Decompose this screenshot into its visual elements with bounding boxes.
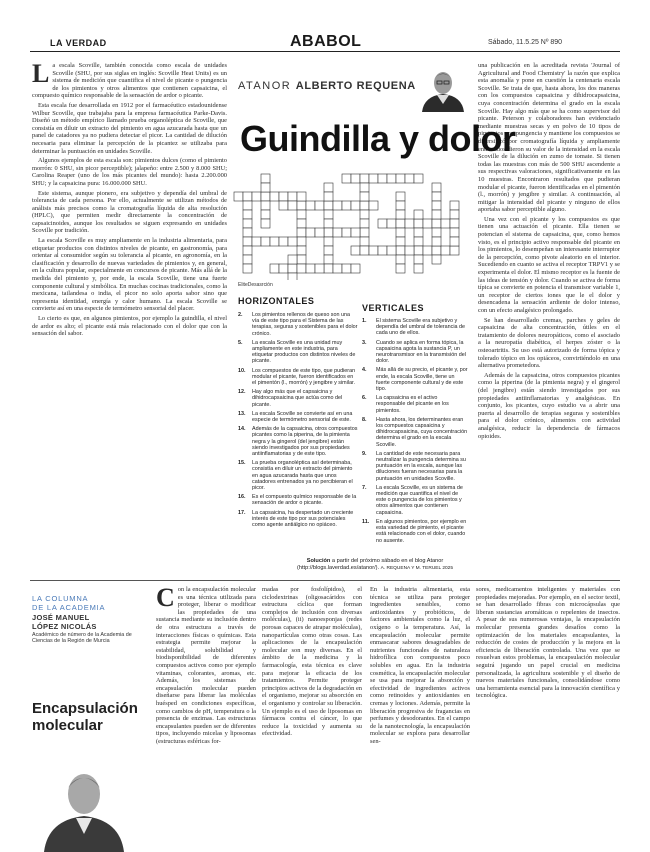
grid-cell [324, 192, 333, 201]
grid-cell [261, 201, 270, 210]
academia-author: JOSÉ MANUEL LÓPEZ NICOLÁS [32, 613, 97, 631]
clue-item [362, 318, 468, 337]
clue-item [238, 494, 358, 506]
grid-cell [261, 210, 270, 219]
grid-cell [351, 264, 360, 273]
grid-cell [405, 219, 414, 228]
grid-cell [315, 201, 324, 210]
grid-cell [369, 201, 378, 210]
grid-cell [324, 219, 333, 228]
grid-cell [414, 237, 423, 246]
article-paragraph: Además de la capsaicina, otros compuestos picantes como la piperina (de la pimienta negra) y el gingerol (del jengibre) están siendo investigados por sus propiedades antiinflamatorias y analgésicas. En conjunto, los picantes, cuyo estudio va a abrir una puerta al desarrollo de terapias seguras y sostenibles para el dolor crónico, alimentos con actividad analgésica, reducir la dependencia de fármacos opioides. [478, 371, 620, 440]
clue-item [238, 368, 358, 387]
clue-number: 8. [362, 416, 367, 423]
clue-text: La escala Scoville se convierte así en una especie de termómetro sensorial de este. [252, 410, 353, 424]
clue-number: 11. [362, 518, 370, 525]
grid-cell [396, 219, 405, 228]
clue-item [362, 395, 468, 414]
academia-paragraph: Con la encapsulación molecular es una técnica utilizada para proteger, liberar o modificar las propiedades de una sustancia mediante su inclusión dentro de otra estructura a través de interacciones físicas o químicas. Esta estrategia permite mejorar la estabilidad, solubilidad y biodisponibilidad de diferentes compuestos activos como por ejemplo vitaminas, colorantes, aromas, etc. Además, los sistemas de encapsulación molecular pueden diseñarse para liberar las moléculas huésped en condiciones específicas, como cambios de pH, temperatura o la presencia de enzimas. Las estructuras encapsulantes pueden ser de diferentes tipos, incluyendo micelas y liposomas (estructuras esféricas for- [156, 586, 256, 745]
article-paragraph: Se han desarrollado cremas, parches y geles de capsaicina de alta concentración, útiles en el tratamiento de dolores neuropáticos, como el asociado a la neuropatía diabética, el herpes zóster o la osteoartritis. Su uso está autorizado de forma tópica y tolerado tópico en los opiáceos, convirtiéndolo en una alternativa prometedora. [478, 316, 620, 370]
clue-item [238, 389, 358, 408]
grid-cell [288, 237, 297, 246]
horizontales-title: HORIZONTALES [238, 296, 315, 306]
grid-cell [432, 192, 441, 201]
grid-credit: EliteDesasrción [238, 282, 273, 288]
grid-cell [315, 264, 324, 273]
grid-cell [297, 210, 306, 219]
clue-item [238, 312, 358, 337]
grid-cell [297, 228, 306, 237]
academia-paragraph: En la industria alimentaria, esta técnica se utiliza para proteger ingredientes sensibles, como antioxidantes y probióticos, de factores ambientales como la luz, el oxígeno o la temperatura. Así, la encapsulación molecular permite enmascarar sabores desagradables de nutrientes funcionales de naturaleza hidrofílica con compuestos poco solubles en agua. En la industria cosmética, la encapsulación molecular se usa para mejorar la absorción y efectividad de ingredientes activos como retinoides y antioxidantes en cremas y lociones. Además, permite la liberación progresiva de fragancias en perfumes y desodorantes. En el campo de la nanotecnología, la encapsulación molecular se explora para desarrollar sen- [370, 586, 470, 745]
article-headline: Guindilla y dolor [240, 118, 516, 159]
article-paragraph: Lo cierto es que, en algunos pimientos, por ejemplo la guindilla, el nivel de ardor es alto; el picante está más relacionado con el dolor que con la sensación del sabor. [32, 315, 227, 338]
grid-cell [279, 192, 288, 201]
section-divider [30, 580, 620, 581]
clue-number: 1. [362, 318, 367, 324]
clue-text: La cantidad de este necesaria para neutralizar la pungencia determina su puntuación en la escala, aunque las diluciones fueran necesarias para la puntuación en unidades Scoville. [376, 450, 466, 482]
grid-cell [297, 192, 306, 201]
grid-cell [450, 228, 459, 237]
grid-cell [243, 246, 252, 255]
grid-cell [279, 237, 288, 246]
clue-number: 15. [238, 460, 246, 467]
grid-cell [414, 246, 423, 255]
grid-cell [333, 264, 342, 273]
issue-date: Sábado, 11.5.25 Nº 890 [488, 39, 563, 46]
grid-cell [405, 246, 414, 255]
academia-col-3 [370, 586, 470, 848]
grid-cell [306, 264, 315, 273]
grid-cell [396, 210, 405, 219]
horizontales-list [238, 312, 358, 531]
grid-cell [360, 210, 369, 219]
grid-cell [450, 210, 459, 219]
grid-cell [396, 228, 405, 237]
grid-cell [270, 237, 279, 246]
article-paragraph: Este sistema, aunque pionero, era subjetivo y dependía del umbral de tolerancia de cada persona. Por ello, actualmente se utilizan métodos de análisis más precisos como la cromatografía líquida de alta resolución (HPLC), que permiten medir directamente la concentración de capsaicinoides, aunque los resultados se siguen expresando en unidades Scoville por tradición. [32, 189, 227, 235]
grid-cell [342, 201, 351, 210]
crossword-grid [232, 172, 460, 280]
dropcap: L [32, 62, 50, 88]
grid-cell [342, 228, 351, 237]
clue-text: El sistema Scoville era subjetivo y dependía del umbral de tolerancia de cada uno de ellos. [376, 318, 466, 337]
grid-cell [360, 201, 369, 210]
grid-cell [387, 219, 396, 228]
grid-cell [243, 201, 252, 210]
grid-cell [243, 219, 252, 228]
newspaper-name: LA VERDAD [50, 38, 107, 48]
grid-cell [297, 219, 306, 228]
clue-number: 3. [362, 339, 367, 346]
academia-author-portrait [32, 748, 136, 852]
grid-cell [450, 246, 459, 255]
grid-cell [432, 183, 441, 192]
grid-cell [396, 237, 405, 246]
grid-cell [324, 201, 333, 210]
grid-cell [243, 192, 252, 201]
grid-cell [369, 174, 378, 183]
grid-cell [324, 228, 333, 237]
grid-cell [414, 228, 423, 237]
academia-col-1 [156, 586, 256, 848]
column-byline [238, 80, 416, 92]
grid-cell [432, 246, 441, 255]
clue-item [362, 519, 468, 544]
grid-cell [441, 246, 450, 255]
verticales-title: VERTICALES [362, 303, 425, 313]
clue-text: La prueba organoléptica así determinaba, consistía en diluir un extracto del pimiento en agua azucarada hasta que unos catadores entrenados ya no percibieran el picor. [252, 460, 353, 492]
grid-cell [252, 237, 261, 246]
grid-cell [387, 246, 396, 255]
clue-number: 7. [362, 484, 367, 491]
clue-item [238, 510, 358, 529]
clue-text: Hasta ahora, los determinantes eran los compuestos capsaicina y dihidrocapsaicina, cuya concentración determina el grado en la escala Scoville. [376, 416, 468, 448]
grid-cell [432, 237, 441, 246]
grid-cell [351, 174, 360, 183]
grid-cell [324, 183, 333, 192]
clue-text: La escala Scoville, es un sistema de medición que cuantifica el nivel de este o pungencia de los pimientos y otros alimentos que contienen capsaicina. [376, 484, 463, 516]
clue-text: Más allá de su precio, el picante y, por ende, la escala Scoville, tiene un fuerte componente cultural y de este tipo. [376, 367, 468, 393]
academia-paragraph: madas por fosfolípidos), el ciclodextrinas (oligosacáridos con estructura cíclica que forman complejos de inclusión con diversas moléculas), (ii) nanoesponjas (redes porosas capaces de atrapar moléculas), nanopartículas como otras cosas. Las aplicaciones de la encapsulación molecular son muy diversas. En el ámbito de la medicina y la farmacología, esta técnica es clave para mejorar la eficacia de los tratamientos. Permite proteger principios activos de la degradación en el organismo, mejorar su absorción en el organismo y controlar su liberación. Un ejemplo es el uso de liposomas en fármacos contra el cáncer, lo que reduce la toxicidad y aumenta su efectividad. [262, 586, 362, 738]
article-paragraph: una publicación en la acreditada revista 'Journal of Agricultural and Food Chemistry' la razón que explica esta anomalía y pone en cuestión la centenaria escala Scoville. Se trata de que, hasta ahora, los dos maneras con los compuestos capsaicina y dihidrocapsaicina, cuya concentración determina el grado en la escala Scoville. Hay algo más que se ha como supervisor del picante. Peterson y colaboradores han evidenciado mediante muestras secas y en polvo de 10 tipos de pimientos con pungencia y mantiene los compuestos se diversificó por cromatografía líquida y ampliamente entrenados dieron su valor de la intensidad en la escala Scoville de la dilución en zumo de tomate. Si tienen todas las muestras con más de 500 SHU ascendente a sus respectivas valoraciones, significativamente en las 10 muestras. Encontraron resultados que pudieran modular el picante, fueron identificadas en el pimentón (l., morrón) y jengibre y similar. A continuación, al mitigar la intensidad del picante y ninguno de ellos aportaba sabor perceptible alguno. [478, 62, 620, 214]
grid-cell [360, 228, 369, 237]
grid-cell [378, 219, 387, 228]
clue-number: 5. [238, 339, 243, 346]
clue-text: La capsaicina es el activo responsable del picante en los pimientos. [376, 395, 449, 414]
grid-cell [387, 174, 396, 183]
grid-cell [423, 219, 432, 228]
column-label: ATANOR [238, 80, 292, 92]
grid-cell [414, 264, 423, 273]
clue-number: 2. [238, 312, 243, 318]
grid-cell [297, 201, 306, 210]
clue-number: 16. [238, 494, 246, 501]
grid-cell [270, 264, 279, 273]
grid-cell [288, 273, 297, 280]
grid-cell [297, 246, 306, 255]
grid-cell [261, 183, 270, 192]
academia-col-4 [476, 586, 620, 848]
author-name: ALBERTO REQUENA [295, 80, 416, 92]
clue-text: Es el compuesto químico responsable de la sensación de ardor o picante. [252, 494, 357, 507]
academia-paragraph: sores, medicamentos inteligentes y materiales con propiedades mejoradas. Por ejemplo, en el sector textil, se han desarrollado fibras con microcápsulas que liberan sustancias aromáticas o repelentes de insectos. A pesar de sus numerosas ventajas, la encapsulación molecular presenta grandes desafíos como la optimización de los materiales encapsulantes, la reducción de costes de producción y la mejora en la eficiencia de liberación controlada. Una vez que se resuelvan estos problemas, la encapsulación molecular seguirá jugando un papel crucial en medicina personalizada, la agricultura sostenible y el diseño de nuevos materiales funcionales, consolidándose como una herramienta esencial para la innovación científica y tecnológica. [476, 586, 620, 700]
academia-kicker: LA COLUMNA DE LA ACADEMIA [32, 594, 106, 612]
grid-cell [369, 246, 378, 255]
academia-role: Académico de número de la Academia de Ciencias de la Región de Murcia [32, 632, 132, 645]
grid-cell [351, 246, 360, 255]
clue-item [238, 426, 358, 457]
grid-cell [243, 255, 252, 264]
academia-col-2 [262, 586, 362, 848]
grid-cell [324, 255, 333, 264]
clue-text: Los pimientos rellenos de queso son una vía de este tipo para el Sistema de las terapias, seguras y sostenibles para el dolor crónico. [252, 312, 358, 337]
clue-number: 14. [238, 426, 246, 433]
clue-text: Cuando se aplica en forma tópica, la capsaicina agota la sustancia P, un neurotransmisor en la transmisión del dolor. [376, 339, 466, 365]
article-paragraph: Una vez con el picante y los compuestos es que tienen una actuación el picante. Ella tienen se potencian el sistema de capsaicina, que, como hemos visto, es el principio activo responsable del picante en los pimientos, lo desempeñan un interesante interruptor de la percepción, como pivote aleatorio en el interior. Sucediendo en cuanto se activa el receptor TRPV1 y se experimenta el dolor. El mismo receptor es la fuente de las ideas de tensión y dolor. Cuando se activa de forma típica se convierte en potencia el transmisor variable 1, un receptor de ciertos iones que le el dolor y desencadena la sensación ardiente de dolor intenso, con un efecto analgésico prolongado. [478, 215, 620, 314]
grid-cell [378, 174, 387, 183]
clue-item [238, 411, 358, 423]
solution-note [265, 558, 485, 572]
grid-cell [432, 228, 441, 237]
article-paragraph: La escala Scoville, también conocida como escala de unidades Scoville (SHU, por sus siglas en inglés: Scoville Heat Units) es un sistema de medición que cuantifica el nivel de picante o pungencia de los pimientos y otros alimentos que contienen capsaicina, el compuesto químico responsable de la sensación de ardor o picante. [32, 62, 227, 100]
grid-cell [414, 219, 423, 228]
grid-cell [351, 201, 360, 210]
grid-cell [360, 183, 369, 192]
grid-cell [441, 219, 450, 228]
grid-cell [396, 201, 405, 210]
grid-cell [243, 237, 252, 246]
clue-number: 12. [238, 389, 246, 396]
clue-item [362, 417, 468, 448]
grid-cell [432, 201, 441, 210]
grid-cell [360, 246, 369, 255]
clue-number: 9. [362, 450, 367, 457]
clue-text: Los compuestos de este tipo, que pudieran modular el picante, fueron identificados en el pimentón (l., morrón) y jengibre y similar. [252, 367, 356, 387]
clue-item [238, 340, 358, 365]
grid-cell [324, 237, 333, 246]
grid-cell [279, 201, 288, 210]
grid-cell [405, 174, 414, 183]
grid-cell [423, 246, 432, 255]
grid-cell [243, 210, 252, 219]
article-col-1 [32, 62, 227, 582]
grid-cell [243, 264, 252, 273]
grid-cell [279, 264, 288, 273]
grid-cell [414, 255, 423, 264]
grid-cell [396, 264, 405, 273]
academia-title: Encapsulación molecular [32, 700, 138, 734]
grid-cell [288, 264, 297, 273]
grid-cell [324, 264, 333, 273]
grid-cell [297, 264, 306, 273]
clue-item [238, 460, 358, 491]
grid-cell [261, 174, 270, 183]
grid-cell [243, 228, 252, 237]
grid-cell [288, 255, 297, 264]
clue-number: 13. [238, 410, 246, 417]
grid-cell [360, 219, 369, 228]
grid-cell [414, 210, 423, 219]
grid-cell [315, 228, 324, 237]
verticales-list [362, 318, 468, 547]
clue-number: 17. [238, 509, 246, 516]
clue-number: 6. [362, 395, 367, 402]
clue-number: 4. [362, 367, 367, 374]
clue-text: En algunos pimientos, por ejemplo en esta variedad de pimiento, el picante está relacionado con el dolor, cuando no ausente. [376, 518, 467, 544]
clue-text: La capsaicina, ha despertado un creciente interés de este tipo por sus potenciales como agente antiálgico no opiáceo. [252, 509, 354, 529]
grid-cell [261, 237, 270, 246]
grid-cell [288, 201, 297, 210]
clue-item [362, 451, 468, 482]
grid-cell [306, 201, 315, 210]
article-paragraph: La escala Scoville es muy ampliamente en la industria alimentaria, para etiquetar productos con distintos niveles de picante, en gastronomía, para orientar al consumidor según su tolerancia al picante, en agronomía, en la clasificación y desarrollo de nuevas variedades de pimientos y, en general, en la cultura popular, especialmente en concursos de picante. Más allá de la medida del pimiento y, por ende, la escala Scoville, tiene una fuerte componente cultural y simbólica. En muchas cocinas tradicionales, como la mexicana, tailandesa o india, el picor no solo aporta sabor sino que representa identidad, energía y calor humano. La escala Scoville se convierte así en una especie de termómetro sensorial del placer. [32, 237, 227, 313]
article-paragraph: Algunos ejemplos de esta escala son: pimientos dulces (como el pimiento morrón: 0 SHU, sin picor perceptible); jalapeño: entre 2.500 y 8.000 SHU; Carolina Reaper (uno de los más picantes del mundo): hasta 2.200.000 SHU; y la capsaicina pura: 16.000.000 SHU. [32, 157, 227, 187]
grid-cell [333, 201, 342, 210]
solution-credit: A. REQUENA Y M. TERUEL 2025 [380, 565, 453, 571]
section-name: ABABOL [290, 33, 362, 50]
grid-cell [324, 246, 333, 255]
clue-item [362, 485, 468, 516]
grid-cell [342, 174, 351, 183]
solution-label: Solución [306, 558, 331, 564]
grid-cell [342, 264, 351, 273]
grid-cell [432, 210, 441, 219]
grid-cell [234, 192, 243, 201]
article-paragraph: Esta escala fue desarrollada en 1912 por el farmacéutico estadounidense Wilbur Scoville, que trabajaba para la empresa farmacéutica Parke-Davis. Diseñó un método empírico llamado prueba organoléptica de Scoville, que consistía en diluir un extracto del pimiento en agua azucarada hasta que un panel de catadores ya no pudiera detectar el picor. La cantidad de dilución necesaria para eliminar la percepción de la picantez se utilizaba para determinar la puntuación en unidades Scoville. [32, 101, 227, 155]
grid-cell [252, 192, 261, 201]
grid-cell [432, 219, 441, 228]
clue-text: Además de la capsaicina, otros compuestos picantes como la piperina, de la pimienta negra y la gingerol (del jengibre) están siendo investigados por sus propiedades antiinflamatorias y de este tipo. [252, 426, 358, 458]
solution-text: a partir del próximo sábado en el blog Atanor (http://blogs.laverdad.es/atanor/). [297, 558, 444, 571]
grid-cell [396, 192, 405, 201]
grid-cell [378, 246, 387, 255]
grid-cell [450, 219, 459, 228]
grid-cell [414, 174, 423, 183]
grid-cell [432, 255, 441, 264]
grid-cell [396, 174, 405, 183]
masthead [0, 0, 650, 52]
grid-cell [261, 219, 270, 228]
clue-number: 10. [238, 367, 246, 374]
author-portrait [418, 62, 468, 112]
grid-cell [450, 201, 459, 210]
clue-item [362, 367, 468, 392]
grid-cell [351, 228, 360, 237]
grid-cell [261, 192, 270, 201]
clue-text: Hay algo más que el capsaicina y dihidrocapsaicina que actúa como del picante. [252, 389, 343, 408]
clue-item [362, 340, 468, 365]
grid-cell [297, 237, 306, 246]
grid-cell [360, 192, 369, 201]
grid-cell [360, 237, 369, 246]
grid-cell [306, 228, 315, 237]
grid-cell [324, 210, 333, 219]
dropcap: C [156, 586, 175, 612]
grid-cell [288, 192, 297, 201]
clue-text: La escala Scoville es una unidad muy ampliamente en este industria, para etiquetar productos con distintos niveles de picante. [252, 339, 356, 365]
grid-cell [360, 174, 369, 183]
grid-cell [396, 246, 405, 255]
grid-cell [450, 237, 459, 246]
grid-cell [396, 255, 405, 264]
grid-cell [333, 228, 342, 237]
grid-cell [270, 192, 279, 201]
grid-cell [297, 255, 306, 264]
masthead-rule [30, 51, 620, 52]
